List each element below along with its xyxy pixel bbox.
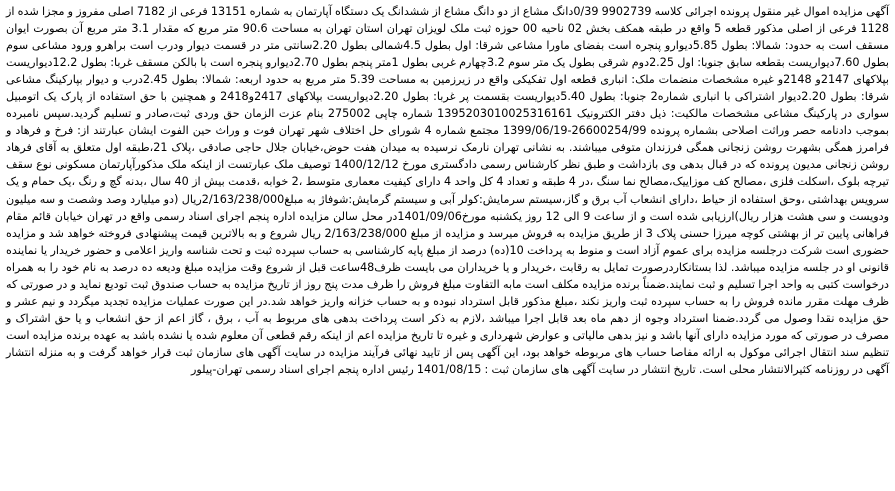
auction-notice-text: آگهی مزایده اموال غیر منقول پرونده اجرائی کلاسه 9902739 0/39دانگ مشاع از دو دانگ مشاع از ششدانگ یک دستگاه آپارتمان به شماره 13151 فرعی از 7182 اصلی مفروز و مجزا شده از 1128 فرعی از اصلی مذکور قطعه 5 واقع در طبقه همکف بخش 02 ناحیه 00 حوزه ثبت ملک لویزان تهران استان تهران به مساحت 90.6 متر مربع که مقدار 3.1 متر مربع آن بصورت ایوان مسقف است به حدود: شمالا: بطول 5.85دیوارو پنجره است بفضای ماورا مشاعی شرقا: اول بطول 4.5شمالی بطول 2.20سانتی متر در قسمت دیوار ودرب است براهرو ورود مشاعی سوم بطول 7.60دیواریست بقطعه سابق جنوبا: اول 2.25دوم شرقی بطول یک متر سوم 3.2چهارم غربی بطول 1متر پنجم بطول 2.70دیوارو پنجره است با بالکن مسقف غربا: بطول 12.2دیواریست بپلاکهای 2147و 2148و غیره مشخصات منضمات ملک: انباری قطعه اول تفکیکی واقع در زیرزمین به مساحت 5.39 متر مربع به حدود اربعه: شمالا: بطول 2.45درب و دیوار بپارکینگ مشاعی شرقا: بطول 2.20دیوار اشتراکی با انباری شماره2 جنوبا: بطول 5.40دیواریست بقسمت پر غربا: بطول 2.20دیواریست بپلاکهای 2417و2418 و همچنین با حق استفاده از پارک یک اتومبیل سواری در پارکینگ مشاعی مشخصات مالکیت: ذیل دفتر الکترونیک 1395203010025316161 شماره چاپی 275002 بنام عزت الزمان حق وردی ثبت،صادر و تسلیم گردید.سپس نامبرده بموجب دادنامه حصر وراثت اصلاحی بشماره پرونده 26600254/99-1399/06/19 مجتمع شماره 4 شورای حل اختلاف شهر تهران فوت و وراث حین الفوت ایشان عبارتند از: فرخ و فرهاد و فرامرز همگی بشهرت روشن زنجانی همگی فرزندان متوفی میباشند. به نشانی تهران نارمک نرسیده به میدان هفت حوض،خیابان جلال حاجی صادقی ،پلاک 21،طبقه اول متعلق به آقای فرهاد روشن زنجانی مدیون پرونده که در قبال بدهی وی بازداشت و طبق نظر کارشناس رسمی دادگستری مورخ 1400/12/12 توصیف ملک عبارتست از اینکه ملک مذکورآپارتمان مسکونی نوع سقف تیرچه بلوک ،اسکلت فلزی ،مصالح کف موزاییک،مصالح نما سنگ ،در 4 طبقه و تعداد 4 کل واحد 4 دارای کیفیت معماری متوسط ،2 خوابه ،قدمت بیش از 40 سال ،بدنه گچ و رنگ ،یک حمام و یک سرویس بهداشتی ،وحق استفاده از حیاط ،دارای انشعاب آب برق و گاز،سیستم سرمایش:کولر آبی و سیستم گرمایش:شوفاژ به مبلغ2/163/238/000ریال (دو میلیارد وصد وشصت و سه میلیون ودویست و سی هشت هزار ریال)ارزیابی شده است و از ساعت 9 الی 12 روز یکشنبه مورخ1401/09/06در محل سالن مزایده اداره پنجم اجرای اسناد رسمی واقع در تهران خیابان قائم مقام فراهانی پایین تر از بهشتی کوچه میرزا حسنی پلاک 3 از طریق مزایده به فروش میرسد و مزایده از مبلغ 2/163/238/000 ریال شروع و به بالاترین قیمت پیشنهادی فروخته خواهد شد و مزایده حضوری است شرکت درجلسه مزایده برای عموم آزاد است و منوط به پرداخت 10(ده) درصد از مبلغ پایه کارشناسی به حساب سپرده ثبت و تحت شناسه واریز اعلامی و حضور خریدار یا نماینده قانونی او در جلسه مزایده میباشد. لذا بستانکاردرصورت تمایل به رقابت ،خریدار و یا خریداران می بایست ظرف48ساعت قبل از شروع وقت مزایده مبلغ ودیعه ده درصد به نام خود را به همراه درخواست کتبی به واحد اجرا تسلیم و ثبت نمایند.ضمناً برنده مزایده مکلف است مابه التفاوت مبلغ فروش را ظرف مدت پنج روز از تاریخ مزایده به حساب صندوق ثبت تودیع نماید و در صورتی که ظرف مهلت مقرر مانده فروش را به حساب سپرده ثبت واریز نکند ،مبلغ مذکور قابل استرداد نبوده و به حساب خزانه واریز خواهد شد.در این صورت عملیات مزایده تجدید میگردد و نیم عشر و حق مزایده نقدا وصول می گردد.ضمنا استرداد وجوه از دهم ماه بعد قابل اجرا میباشد ،لازم به ذکر است پرداخت بدهی های مربوط به آب ، برق ، گاز اعم از حق انشعاب و یا حق اشتراک و مصرف در صورتی که مورد مزایده دارای آنها باشد و نیز بدهی مالیاتی و عوارض شهرداری و غیره تا تاریخ مزایده اعم از اینکه رقم قطعی آن معلوم شده یا نشده باشد به عهده برنده مزایده است تنظیم سند انتقال اجرائی موکول به ارائه مفاصا حساب های مربوطه خواهد بود، این آگهی پس از تایید نهائی فرآیند مزایده در سایت آگهی های سازمان ثبت قرار خواهد گرفت و به منزله انتشار آگهی در روزنامه کثیرالانتشار محلی است. تاریخ انتشار در سایت آگهی های سازمان ثبت : 1401/08/15 رئیس اداره پنجم اجرای اسناد رسمی تهران-پیلور bbox=[6, 5, 890, 376]
